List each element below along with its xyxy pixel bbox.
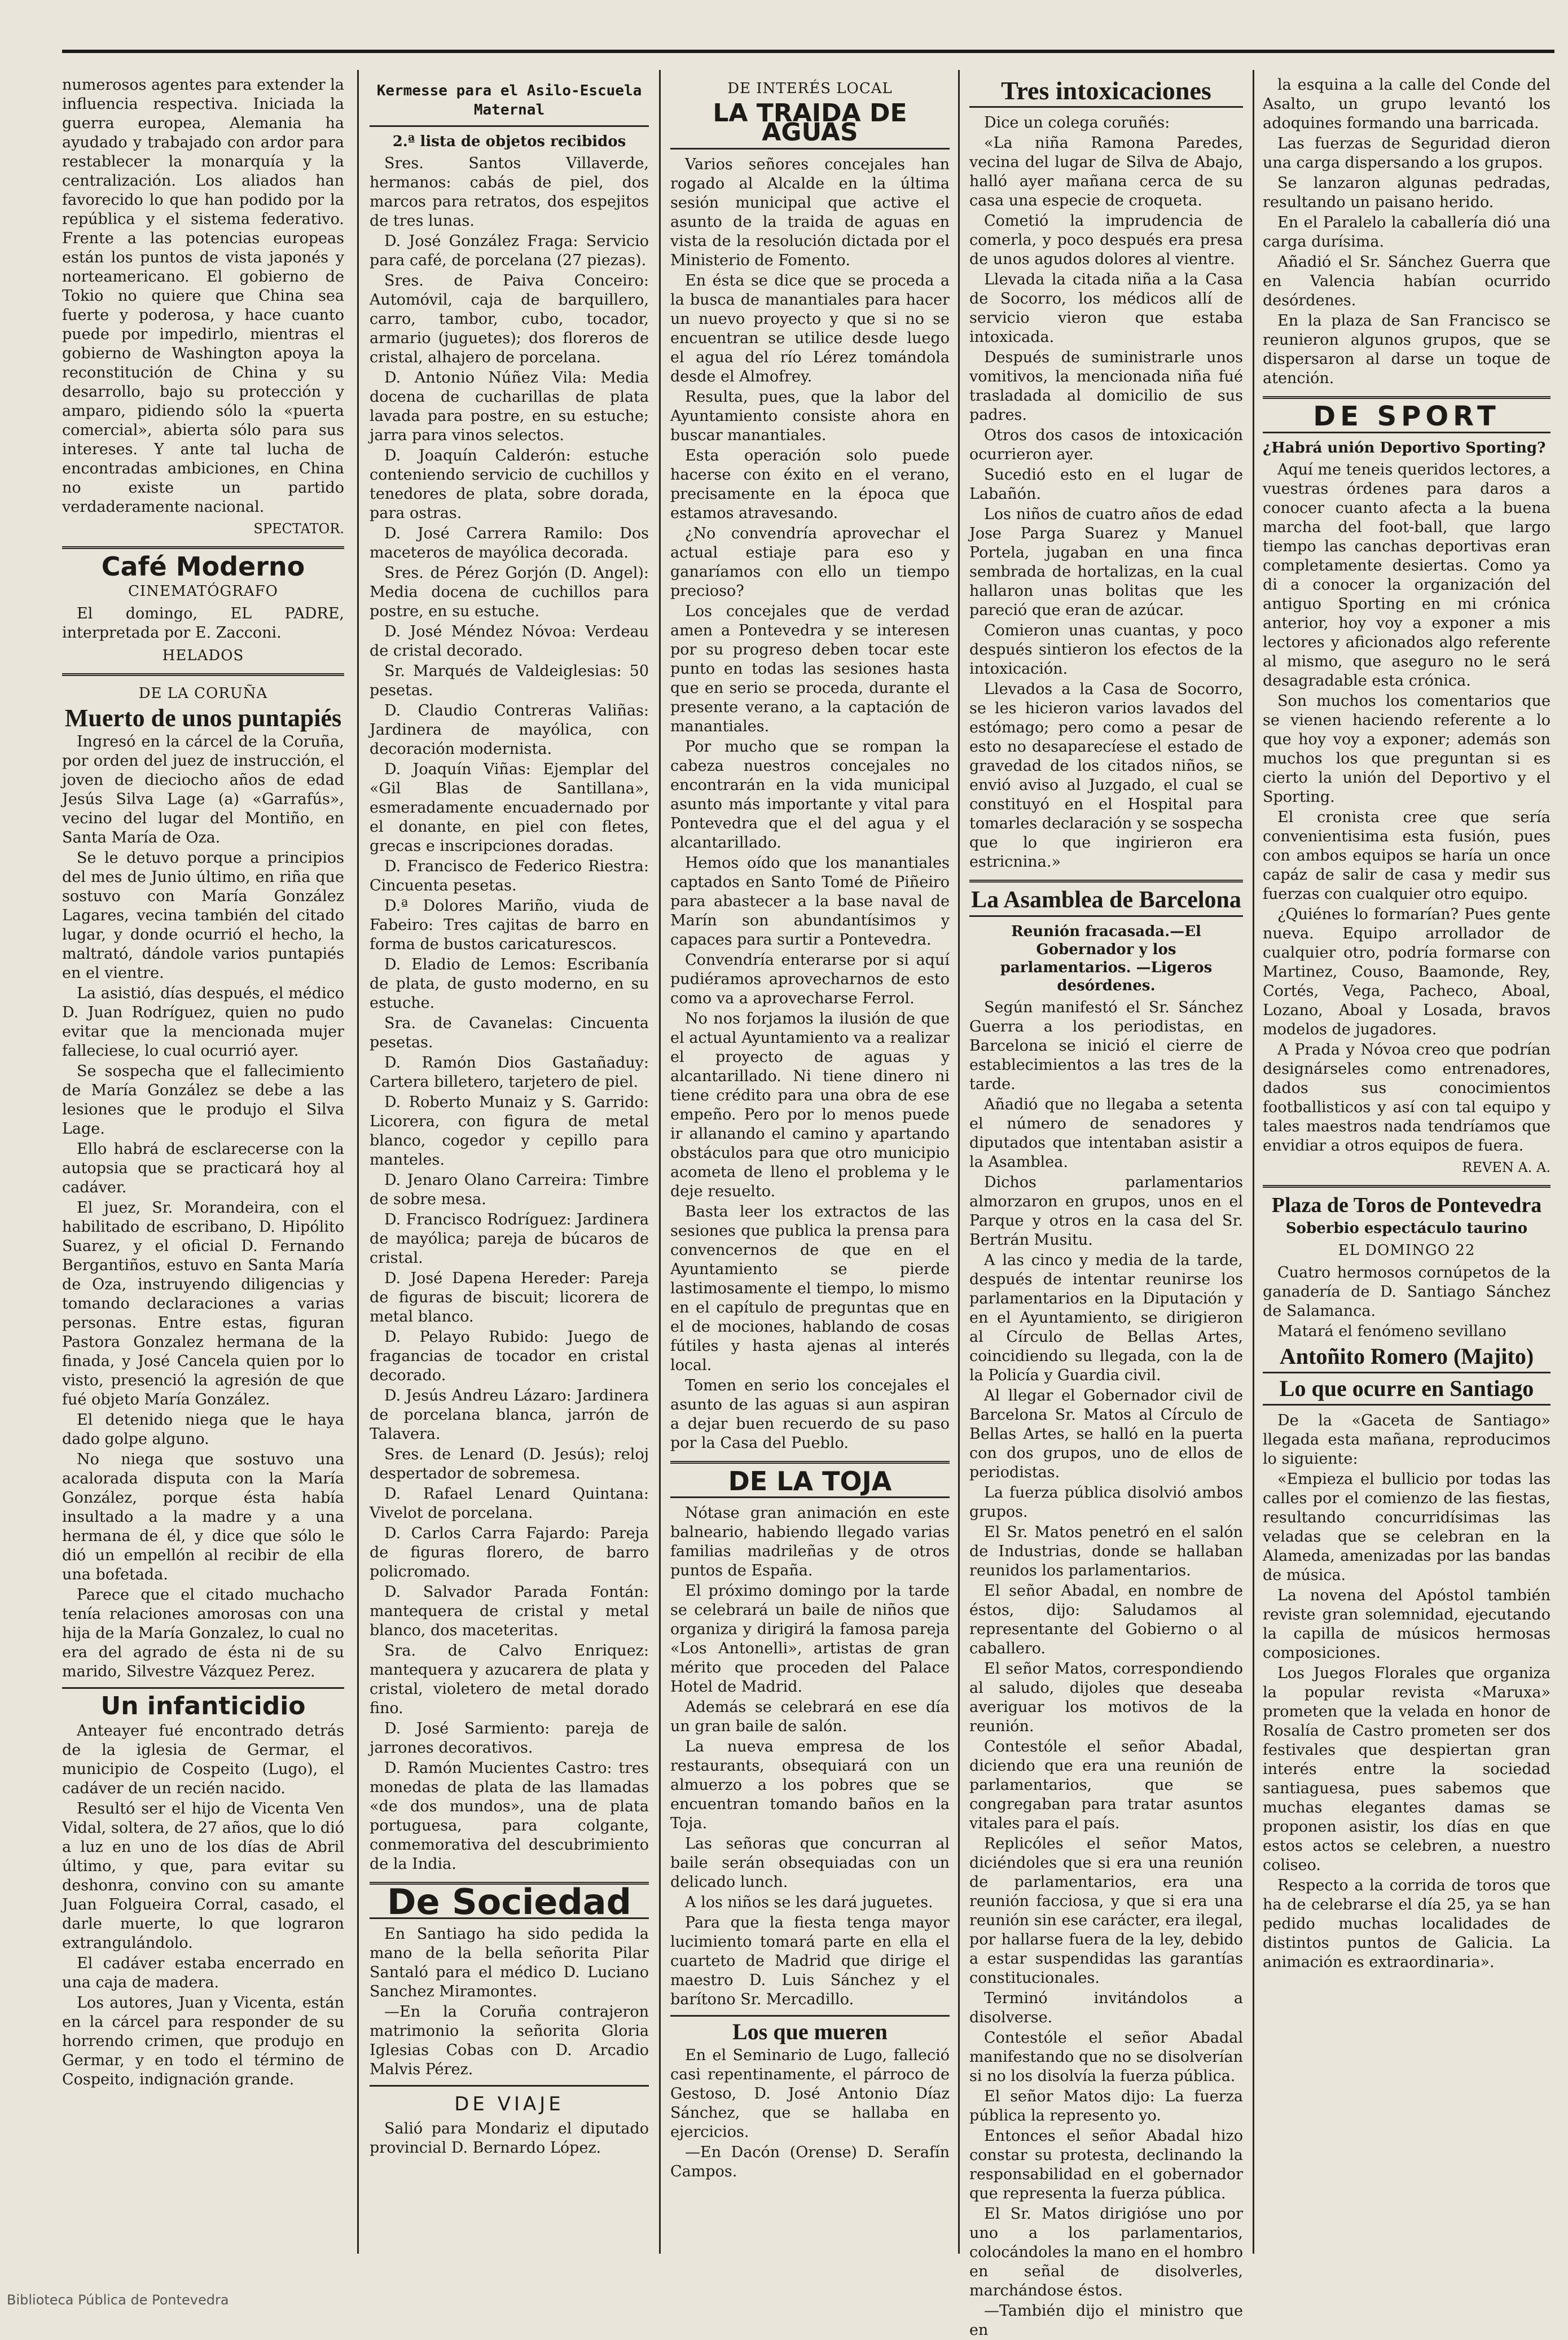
heading: La Asamblea de Barcelona [971, 887, 1241, 913]
article-text: Se le detuvo porque a principios del mes de Junio último, en riña que sostuvo con María González Lagares, vecina también del citado lugar, y donde ocurrió el hecho, la maltrató, dándole varios puntapiés en el vientre. [62, 849, 344, 982]
article-text: El señor Abadal, en nombre de éstos, dijo: Saludamos al representante del Gobierno o al caballero. [969, 1582, 1243, 1657]
divider [670, 1461, 950, 1464]
heading: Un infanticidio [100, 1692, 306, 1720]
article-text: D. Joaquín Viñas: Ejemplar del «Gil Blas de Santillana», esmeradamente encuadernado por el donante, en piel con fletes, grecas e inscripciones doradas. [370, 761, 649, 855]
article-text: A las cinco y media de la tarde, después de intentar reunirse los parlamentarios en la Diputación y en el Ayuntamiento, se dirigieron al Círculo de Bellas Artes, coincidiendo su llegada, con la de la Policía y Guardia civil. [969, 1252, 1243, 1384]
divider [1263, 1404, 1551, 1406]
article-text: En ésta se dice que se proceda a la busca de manantiales para hacer un nuevo proyecto y que si no se encuentran se utilice desde luego el agua del río Lérez tomándola desde el Almofrey. [670, 272, 950, 385]
article-text: Matará el fenómeno sevillano [1277, 1323, 1506, 1340]
article-text: Las fuerzas de Seguridad dieron una carga dispersando a los grupos. [1263, 135, 1551, 172]
article-text: Por mucho que se rompan la cabeza nuestros concejales no encontrarán en la vida municipal asunto más importante y vital para Pontevedra que el del agua y el alcantarillado. [670, 738, 950, 851]
article-text: D. Claudio Contreras Valiñas: Jardinera de mayólica, con decoración modernista. [370, 702, 649, 758]
article-text: Entonces el señor Abadal hizo constar su protesta, declinando la responsabilidad en el gobernador que representa la fuerza pública. [969, 2127, 1243, 2202]
subheading: ¿Habrá unión Deportivo Sporting? [1263, 440, 1546, 456]
article-text: La novena del Apóstol también reviste gran solemnidad, ejecutando la capilla de músicos hermosas composiciones. [1263, 1587, 1551, 1662]
article-text: Además se celebrará en ese día un gran baile de salón. [670, 1698, 950, 1735]
heading: De Sociedad [386, 1881, 631, 1922]
column-1 [62, 76, 344, 2248]
article-text: El juez, Sr. Morandeira, con el habilitado de escribano, D. Hipólito Suarez, y el oficial D. Fernando Bergantiños, estuvo en Santa María de Oza, instruyendo diligencias y tomando declaraciones a varias personas. Entre estas, figuran Pastora Gonzalez hermana de la finada, y José Cancela quien por lo visto, presenció la agresión de que fué objeto María González. [62, 1199, 344, 1408]
divider [62, 1687, 344, 1689]
article-text: El señor Matos, correspondiendo al saludo, dijoles que deseaba averiguar los motivos de la reunión. [969, 1660, 1243, 1735]
heading: DE VIAJE [454, 2093, 564, 2115]
article-text: D. Antonio Núñez Vila: Media docena de cucharillas de plata lavada para postre, en su estuche; jarra para vinos selectos. [370, 369, 649, 444]
article-text: El señor Matos dijo: La fuerza pública la represento yo. [969, 2088, 1243, 2124]
article-text: Nótase gran animación en este balneario, habiendo llegado varias familias madrileñas y de otros puntos de España. [670, 1504, 950, 1579]
article-text: Se lanzaron algunas pedradas, resultando un paisano herido. [1263, 174, 1551, 211]
article-text: Los niños de cuatro años de edad Jose Parga Suarez y Manuel Portela, jugaban en una finca sembrada de hortalizas, en la cual hallaron unas bolitas que les pareció que eran de azúcar. [969, 506, 1243, 619]
article-text: Cuatro hermosos cornúpetos de la ganadería de D. Santiago Sánchez de Salamanca. [1263, 1264, 1551, 1320]
article-text: ¿Quiénes lo formarían? Pues gente nueva. Equipo arrollador de cualquier otro, podría formarse con Martinez, Couso, Baamonde, Rey, Cortés, Vega, Pacheco, Aboal, Lozano, Aboal y Losada, bravos modelos de jugadores. [1263, 906, 1551, 1038]
article-text: Los concejales que de verdad amen a Pontevedra y se interesen por su progreso deben tocar este punto en todas las sesiones hasta que en serio se proceda, durante el presente verano, a la captación de manantiales. [670, 603, 950, 735]
article-text: —También dijo el ministro que en [969, 2302, 1243, 2339]
signature: SPECTATOR. [253, 521, 344, 537]
heading: DE SPORT [1313, 401, 1500, 432]
article-text: Resultó ser el hijo de Vicenta Ven Vidal, soltera, de 27 años, que lo dió a luz en uno de los días de Abril último, y que, para evitar su deshonra, convino con su amante Juan Folgueira Corral, casado, el darle muerte, lo que lograron extrangulándolo. [62, 1800, 344, 1952]
divider [370, 125, 649, 127]
article-text: Replicóles el señor Matos, diciéndoles que si era una reunión de parlamentarios, era una reunión facciosa, y que si era una reunión sin ese carácter, era ilegal, por hallarse fuera de la ley, debido a estar suspendidas las garantías constitucionales. [969, 1835, 1243, 1987]
column-3 [670, 76, 950, 2248]
article-text: D. Rafael Lenard Quintana: Vivelot de porcelana. [370, 1485, 649, 1522]
article-body [969, 998, 1243, 2340]
article-text: Tomen en serio los concejales el asunto de las aguas si aun aspiran a dejar buen recuerdo de su paso por la Casa del Pueblo. [670, 1377, 950, 1452]
text-line: HELADOS [162, 647, 244, 664]
article-text: Se sospecha que el fallecimiento de María González se debe a las lesiones que le produjo el Silva Lage. [62, 1063, 344, 1138]
article-text: Llevada la citada niña a la Casa de Socorro, los médicos allí de servicio vieron que estaba intoxicada. [969, 271, 1243, 346]
subheading: Reunión fracasada.—El Gobernador y los parlamentarios. —Ligeros desórdenes. [1000, 923, 1213, 994]
article-text: Para que la fiesta tenga mayor lucimiento tomará parte en ella el cuarteto de Madrid que dirige el maestro D. Luis Sánchez y el barítono Sr. Mercadillo. [670, 1914, 950, 2008]
article-text: Ingresó en la cárcel de la Coruña, por orden del juez de instrucción, el joven de dieciocho años de edad Jesús Silva Lage (a) «Garrafús», vecino del lugar del Montiño, en Santa María de Oza. [62, 733, 344, 846]
article-body [670, 1504, 950, 2009]
divider [1263, 396, 1551, 399]
section-label: DE LA CORUÑA [138, 685, 268, 702]
article-text: Sres. Santos Villaverde, hermanos: cabás de piel, dos marcos para retratos, dos espejitos de tres lunas. [370, 155, 649, 230]
article-text: La asistió, días después, el médico D. Juan Rodríguez, quien no pudo evitar que la mencionada mujer falleciese, lo cual ocurrió ayer. [62, 985, 344, 1060]
heading: Plaza de Toros de Pontevedra [1271, 1193, 1542, 1217]
article-text: Otros dos casos de intoxicación ocurrieron ayer. [969, 427, 1243, 463]
heading: Café Moderno [101, 551, 305, 582]
article-text: El Sr. Matos penetró en el salón de Industrias, donde se hallaban reunidos los parlamentarios. [969, 1524, 1243, 1579]
article-text: El domingo, EL PADRE, interpretada por E. Zacconi. [62, 605, 344, 642]
article-text: Basta leer los extractos de las sesiones que publica la prensa para convencernos de que en el Ayuntamiento se pierde lastimosamente el tiempo, lo mismo en el capítulo de preguntas que en el de mociones, hablando de cosas fútiles y hasta ajenas al interés local. [670, 1203, 950, 1374]
article-body [1263, 1411, 1551, 1972]
article-text: Contestóle el señor Abadal manifestando que no se disolverían si no los disolvía la fuerza pública. [969, 2029, 1243, 2085]
column-rule [1253, 70, 1254, 2254]
divider [62, 546, 344, 549]
article-body [1263, 460, 1551, 1156]
divider [670, 148, 950, 150]
subheading: Soberbio espectáculo taurino [1285, 1220, 1528, 1237]
article-text: En el Seminario de Lugo, falleció casi repentinamente, el párroco de Gestoso, D. José Antonio Díaz Sánchez, que se hallaba en ejercicios. [670, 2047, 950, 2141]
article-text: A los niños se les dará juguetes. [685, 1894, 933, 1911]
article-text: D. Jesús Andreu Lázaro: Jardinera de porcelana blanca, jarrón de Talavera. [370, 1387, 649, 1443]
divider [969, 106, 1243, 108]
article-text: Anteayer fué encontrado detrás de la iglesia de Germar, el municipio de Cospeito (Lugo), el cadáver de un recién nacido. [62, 1722, 344, 1797]
text-line: EL DOMINGO 22 [1338, 1242, 1475, 1259]
heading: DE LA TOJA [728, 1466, 892, 1496]
article-body [1263, 76, 1551, 388]
article-text: Resulta, pues, que la labor del Ayuntamiento consiste ahora en buscar manantiales. [670, 388, 950, 444]
signature: REVEN A. A. [1462, 1160, 1551, 1175]
article-text: D. José Sarmiento: pareja de jarrones decorativos. [370, 1720, 649, 1757]
column-rule [659, 70, 661, 2254]
article-text: Según manifestó el Sr. Sánchez Guerra a los periodistas, en Barcelona se inició el cierre de establecimientos a las tres de la tarde. [969, 999, 1243, 1093]
article-text: Sres. de Pérez Gorjón (D. Angel): Media docena de cuchillos para postre, en su estuche. [370, 564, 649, 620]
text-line: CINEMATÓGRAFO [128, 583, 278, 600]
article-text: No nos forjamos la ilusión de que el actual Ayuntamiento va a realizar el proyecto de aguas y alcantarillado. Ni tiene dinero ni tiene crédito para una obra de ese empeño. Pero por lo menos puede ir allanando el camino y apartando obstáculos para que otro municipio acometa de lleno el problema y le deje resuelto. [670, 1010, 950, 1200]
article-text: Sra. de Calvo Enriquez: mantequera y azucarera de plata y cristal, violetero de metal dorado fino. [370, 1642, 649, 1717]
subheading: 2.ª lista de objetos recibidos [392, 133, 626, 150]
article-text: D. Carlos Carra Fajardo: Pareja de figuras florero, de barro policromado. [370, 1525, 649, 1581]
divider [1263, 1185, 1551, 1188]
article-text: —En Dacón (Orense) D. Serafín Campos. [670, 2144, 950, 2180]
column-5 [1263, 76, 1551, 2248]
article-text: Dichos parlamentarios almorzaron en grupos, unos en el Parque y otros en la casa del Sr. Bertrán Musitu. [969, 1174, 1243, 1249]
divider [1263, 1372, 1551, 1373]
article-text: Parece que el citado muchacho tenía relaciones amorosas con una hija de la María Gonzalez, lo cual no era del agrado de ésta ni de su marido, Silvestre Vázquez Perez. [62, 1586, 344, 1680]
heading: Muerto de unos puntapiés [64, 704, 342, 732]
article-text: —En la Coruña contrajeron matrimonio la señorita Gloria Iglesias Cobas con D. Arcadio Malvis Pérez. [370, 2003, 649, 2078]
article-text: D.ª Dolores Mariño, viuda de Fabeiro: Tres cajitas de barro en forma de bustos caricaturescos. [370, 897, 649, 953]
article-text: Respecto a la corrida de toros que ha de celebrarse el día 25, ya se han pedido muchas localidades de distintos puntos de Galicia. La animación es extraordinaria». [1263, 1877, 1551, 1971]
article-text: El cronista cree que sería convenientisima esta fusión, pues con ambos equipos se haría un once capáz de salir de casa y medir sus fuerzas con cualquier otro equipo. [1263, 809, 1551, 903]
article-text: D. Pelayo Rubido: Juego de fragancias de tocador en cristal decorado. [370, 1328, 649, 1384]
heading: Lo que ocurre en Santiago [1279, 1376, 1534, 1401]
article-body [670, 155, 950, 1453]
article-text: D. Salvador Parada Fontán: mantequera de cristal y metal blanco, dos maceteritas. [370, 1583, 649, 1639]
donation-list [370, 154, 649, 1874]
column-rule [958, 70, 960, 2254]
article-text: Los Juegos Florales que organiza la popular revista «Maruxa» prometen que la velada en honor de Rosalía de Castro prometen ser dos festivales que despiertan gran interés entre la sociedad santiaguesa, pues sabemos que muchas elegantes damas se proponen asistir, los días en que estos actos se celebren, a nuestro coliseo. [1263, 1665, 1551, 1874]
article-text: D. José González Fraga: Servicio para café, de porcelana (27 piezas). [370, 232, 649, 269]
heading: Antoñito Romero (Majito) [1279, 1344, 1534, 1369]
article-text: D. José Méndez Nóvoa: Verdeau de cristal decorado. [370, 623, 649, 660]
article-text: Los autores, Juan y Vicenta, están en la cárcel para responder de su horrendo crimen, que produjo en Germar, y en todo el término de Cospeito, indignación grande. [62, 1994, 344, 2088]
article-body [969, 113, 1243, 872]
article-text: El próximo domingo por la tarde se celebrará un baile de niños que organiza y dirigirá la famosa pareja «Los Antonelli», artistas de gran mérito que proceden del Palace Hotel de Madrid. [670, 1582, 950, 1696]
divider [969, 880, 1243, 883]
divider [969, 915, 1243, 917]
article-text: Dice un colega coruñés: [984, 114, 1170, 131]
article-text: «Empieza el bullicio por todas las calles por el comienzo de las fiestas, resultando concurridísimas las veladas que se celebran en la Alameda, amenizadas por las bandas de música. [1263, 1470, 1551, 1584]
article-text: Añadió que no llegaba a setenta el número de senadores y diputados que intentaban asistir a la Asamblea. [969, 1096, 1243, 1171]
article-text: Varios señores concejales han rogado al Alcalde en la última sesión municipal que active el asunto de la traida de aguas en vista de la resolución dictada por el Ministerio de Fomento. [670, 156, 950, 269]
article-text: Hemos oído que los manantiales captados en Santo Tomé de Piñeiro para abastecer a la base naval de Marín son abundantísimos y capaces para surtir a Pontevedra. [670, 854, 950, 949]
heading: Tres intoxicaciones [1001, 76, 1211, 105]
heading: LA TRAIDA DE AGUAS [713, 99, 907, 147]
article-text: Salió para Mondariz el diputado provincial D. Bernardo López. [370, 2120, 649, 2157]
article-text: Son muchos los comentarios que se vienen haciendo referente a lo que hoy voy a exponer; además son muchos los que preguntan si es cierto la unión del Deportivo y el Sporting. [1263, 692, 1551, 806]
article-text: Terminó invitándolos a disolverse. [969, 1990, 1243, 2026]
article-text: numerosos agentes para extender la influencia respectiva. Iniciada la guerra europea, Alemania ha ayudado y trabajado con ardor para restablecer la monarquía y la centralización. Los aliados han favorecido lo que han podido por la república y el sistema federativo. Frente a las potencias europeas están los puntos de vista japonés y norteamericano. El gobierno de Tokio no quiere que China sea fuerte y poderosa, y hace cuanto puede por impedirlo, mientras el gobierno de Washington apoya la reconstitución de China y su desarrollo, bajo su protección y amparo, pidiendo sólo la «puerta comercial», abierta sólo para sus intereses. Y ante tal lucha de encontradas ambiciones, en China no existe un partido verdaderamente nacional. [62, 76, 344, 516]
article-text: D. Roberto Munaiz y S. Garrido: Licorera, con figura de metal blanco, cogedor y cepillo para manteles. [370, 1094, 649, 1169]
article-text: Sra. de Cavanelas: Cincuenta pesetas. [370, 1015, 649, 1051]
article-text: D. José Carrera Ramilo: Dos maceteros de mayólica decorada. [370, 525, 649, 561]
article-text: El cadáver estaba encerrado en una caja de madera. [62, 1955, 344, 1991]
article-text: D. Jenaro Olano Carreira: Timbre de sobre mesa. [370, 1171, 649, 1208]
section-label: DE INTERÉS LOCAL [727, 80, 893, 97]
article-text: D. Francisco Rodríguez: Jardinera de mayólica; pareja de búcaros de cristal. [370, 1211, 649, 1267]
article-text: «La niña Ramona Paredes, vecina del lugar de Silva de Abajo, halló ayer mañana cerca de su casa una especie de croqueta. [969, 134, 1243, 209]
divider [670, 2015, 950, 2017]
article-text: Esta operación solo puede hacerse con éxito en el verano, precisamente en la época que estamos atravesando. [670, 447, 950, 522]
divider [370, 2085, 649, 2087]
article-text: Comieron unas cuantas, y poco después sintieron los efectos de la intoxicación. [969, 622, 1243, 678]
article-text: De la «Gaceta de Santiago» llegada esta mañana, reproducimos lo siguiente: [1263, 1412, 1551, 1468]
article-text: Contestóle el señor Abadal, diciendo que era una reunión de parlamentarios, que se congregaban para tratar asuntos vitales para el país. [969, 1738, 1243, 1832]
article-text: Después de suministrarle unos vomitivos, la mencionada niña fué trasladada al domicilio de sus padres. [969, 349, 1243, 424]
article-text: Convendría enterarse por si aquí pudiéramos aprovecharnos de esto como va a aprovecharse Ferrol. [670, 951, 950, 1007]
article-text: Las señoras que concurran al baile serán obsequiadas con un delicado lunch. [670, 1835, 950, 1891]
library-credit: Biblioteca Pública de Pontevedra [7, 2292, 229, 2308]
article-text: D. Francisco de Federico Riestra: Cincuenta pesetas. [370, 858, 649, 894]
article-text: Cometió la imprudencia de comerla, y poco después era presa de unos agudos dolores al vientre. [969, 212, 1243, 268]
article-text: Llevados a la Casa de Socorro, se les hicieron varios lavados del estómago; pero como a pesar de esto no desaparecíese el estado de gravedad de los citados niños, se envió aviso al Juzgado, el cual se constituyó en el Hospital para tomarles declaración y se sospecha que lo que ingirieron era estricnina.» [969, 681, 1243, 871]
article-text: Añadió el Sr. Sánchez Guerra que en Valencia habían ocurrido desórdenes. [1263, 253, 1551, 309]
article-text: Sucedió esto en el lugar de Labañón. [969, 466, 1243, 503]
article-text: Al llegar el Gobernador civil de Barcelona Sr. Matos al Círculo de Bellas Artes, se halló en la puerta con dos grupos, uno de ellos de periodistas. [969, 1387, 1243, 1481]
article-text: El detenido niega que le haya dado golpe alguno. [62, 1411, 344, 1448]
article-text: Ello habrá de esclarecerse con la autopsia que se practicará hoy al cadáver. [62, 1140, 344, 1196]
article-text: A Prada y Nóvoa creo que podrían designárseles como entrenadores, dados sus conocimientos footballisticos y así con tal equipo y tales maestros nada tendríamos que envidiar a otros equipos de fuera. [1263, 1041, 1551, 1154]
article-text: D. Ramón Dios Gastañaduy: Cartera billetero, tarjetero de piel. [370, 1054, 649, 1091]
article-text: El Sr. Matos dirigióse uno por uno a los parlamentarios, colocándoles la mano en el hombro en señal de disolverles, marchándose éstos. [969, 2205, 1243, 2299]
article-text: D. Eladio de Lemos: Escribanía de plata, de gusto moderno, en su estuche. [370, 956, 649, 1012]
article-text: la esquina a la calle del Conde del Asalto, un grupo levantó los adoquines formando una barricada. [1263, 76, 1551, 132]
column-2 [370, 76, 649, 2248]
column-rule [357, 70, 359, 2254]
article-text: Sres. de Lenard (D. Jesús); reloj despertador de sobremesa. [370, 1446, 649, 1482]
article-text: La fuerza pública disolvió ambos grupos. [969, 1484, 1243, 1521]
column-4 [969, 76, 1243, 2339]
article-text: D. Joaquín Calderón: estuche conteniendo servicio de cuchillos y tenedores de plata, sobre dorada, para ostras. [370, 447, 649, 522]
article-text: En la plaza de San Francisco se reunieron algunos grupos, que se dispersaron al darse un toque de atención. [1263, 312, 1551, 387]
article-text: No niega que sostuvo una acalorada disputa con la María González, porque ésta había insultado a la madre y a una hermana de él, y dice que sólo le dió un empellón al recibir de ella una bofetada. [62, 1451, 344, 1583]
divider [670, 1496, 950, 1498]
article-text: D. Ramón Mucientes Castro: tres monedas de plata de las llamadas «de dos mundos», una de plata portuguesa, para colgante, conmemorativa del descubrimiento de la India. [370, 1759, 649, 1873]
article-text: Sres. de Paiva Conceiro: Automóvil, caja de barquillero, carro, tambor, cubo, tocador, armario (juguetes); dos floreros de cristal, alhajero de porcelana. [370, 272, 649, 366]
article-text: Sr. Marqués de Valdeiglesias: 50 pesetas. [370, 662, 649, 699]
heading: Los que mueren [732, 2019, 888, 2044]
article-text: ¿No convendría aprovechar el actual estiaje para eso y ganaríamos con ello un tiempo precioso? [670, 525, 950, 600]
article-text: La nueva empresa de los restaurants, obsequiará con un almuerzo a los pobres que se encuentran tomando baños en la Toja. [670, 1738, 950, 1832]
divider [62, 673, 344, 676]
heading: Kermesse para el Asilo-Escuela Maternal [376, 82, 642, 118]
article-text: Aquí me teneis queridos lectores, a vuestras órdenes para daros a conocer cuanto afecta a la buena marcha del foot-ball, que largo tiempo las canchas deportivas eran completamente desiertas. Como ya di a conocer la organización del antiguo Sporting en mi crónica anterior, hoy voy a exponer a mis lectores y aficionados algo referente al mismo, que aseguro no le será desagradable esta crónica. [1263, 461, 1551, 690]
article-text: En Santiago ha sido pedida la mano de la bella señorita Pilar Santaló para el médico D. Luciano Sanchez Miramontes. [370, 1925, 649, 2000]
article-text: En el Paralelo la caballería dió una carga durísima. [1263, 214, 1551, 251]
article-text: D. José Dapena Hereder: Pareja de figuras de biscuit; licorera de metal blanco. [370, 1270, 649, 1325]
